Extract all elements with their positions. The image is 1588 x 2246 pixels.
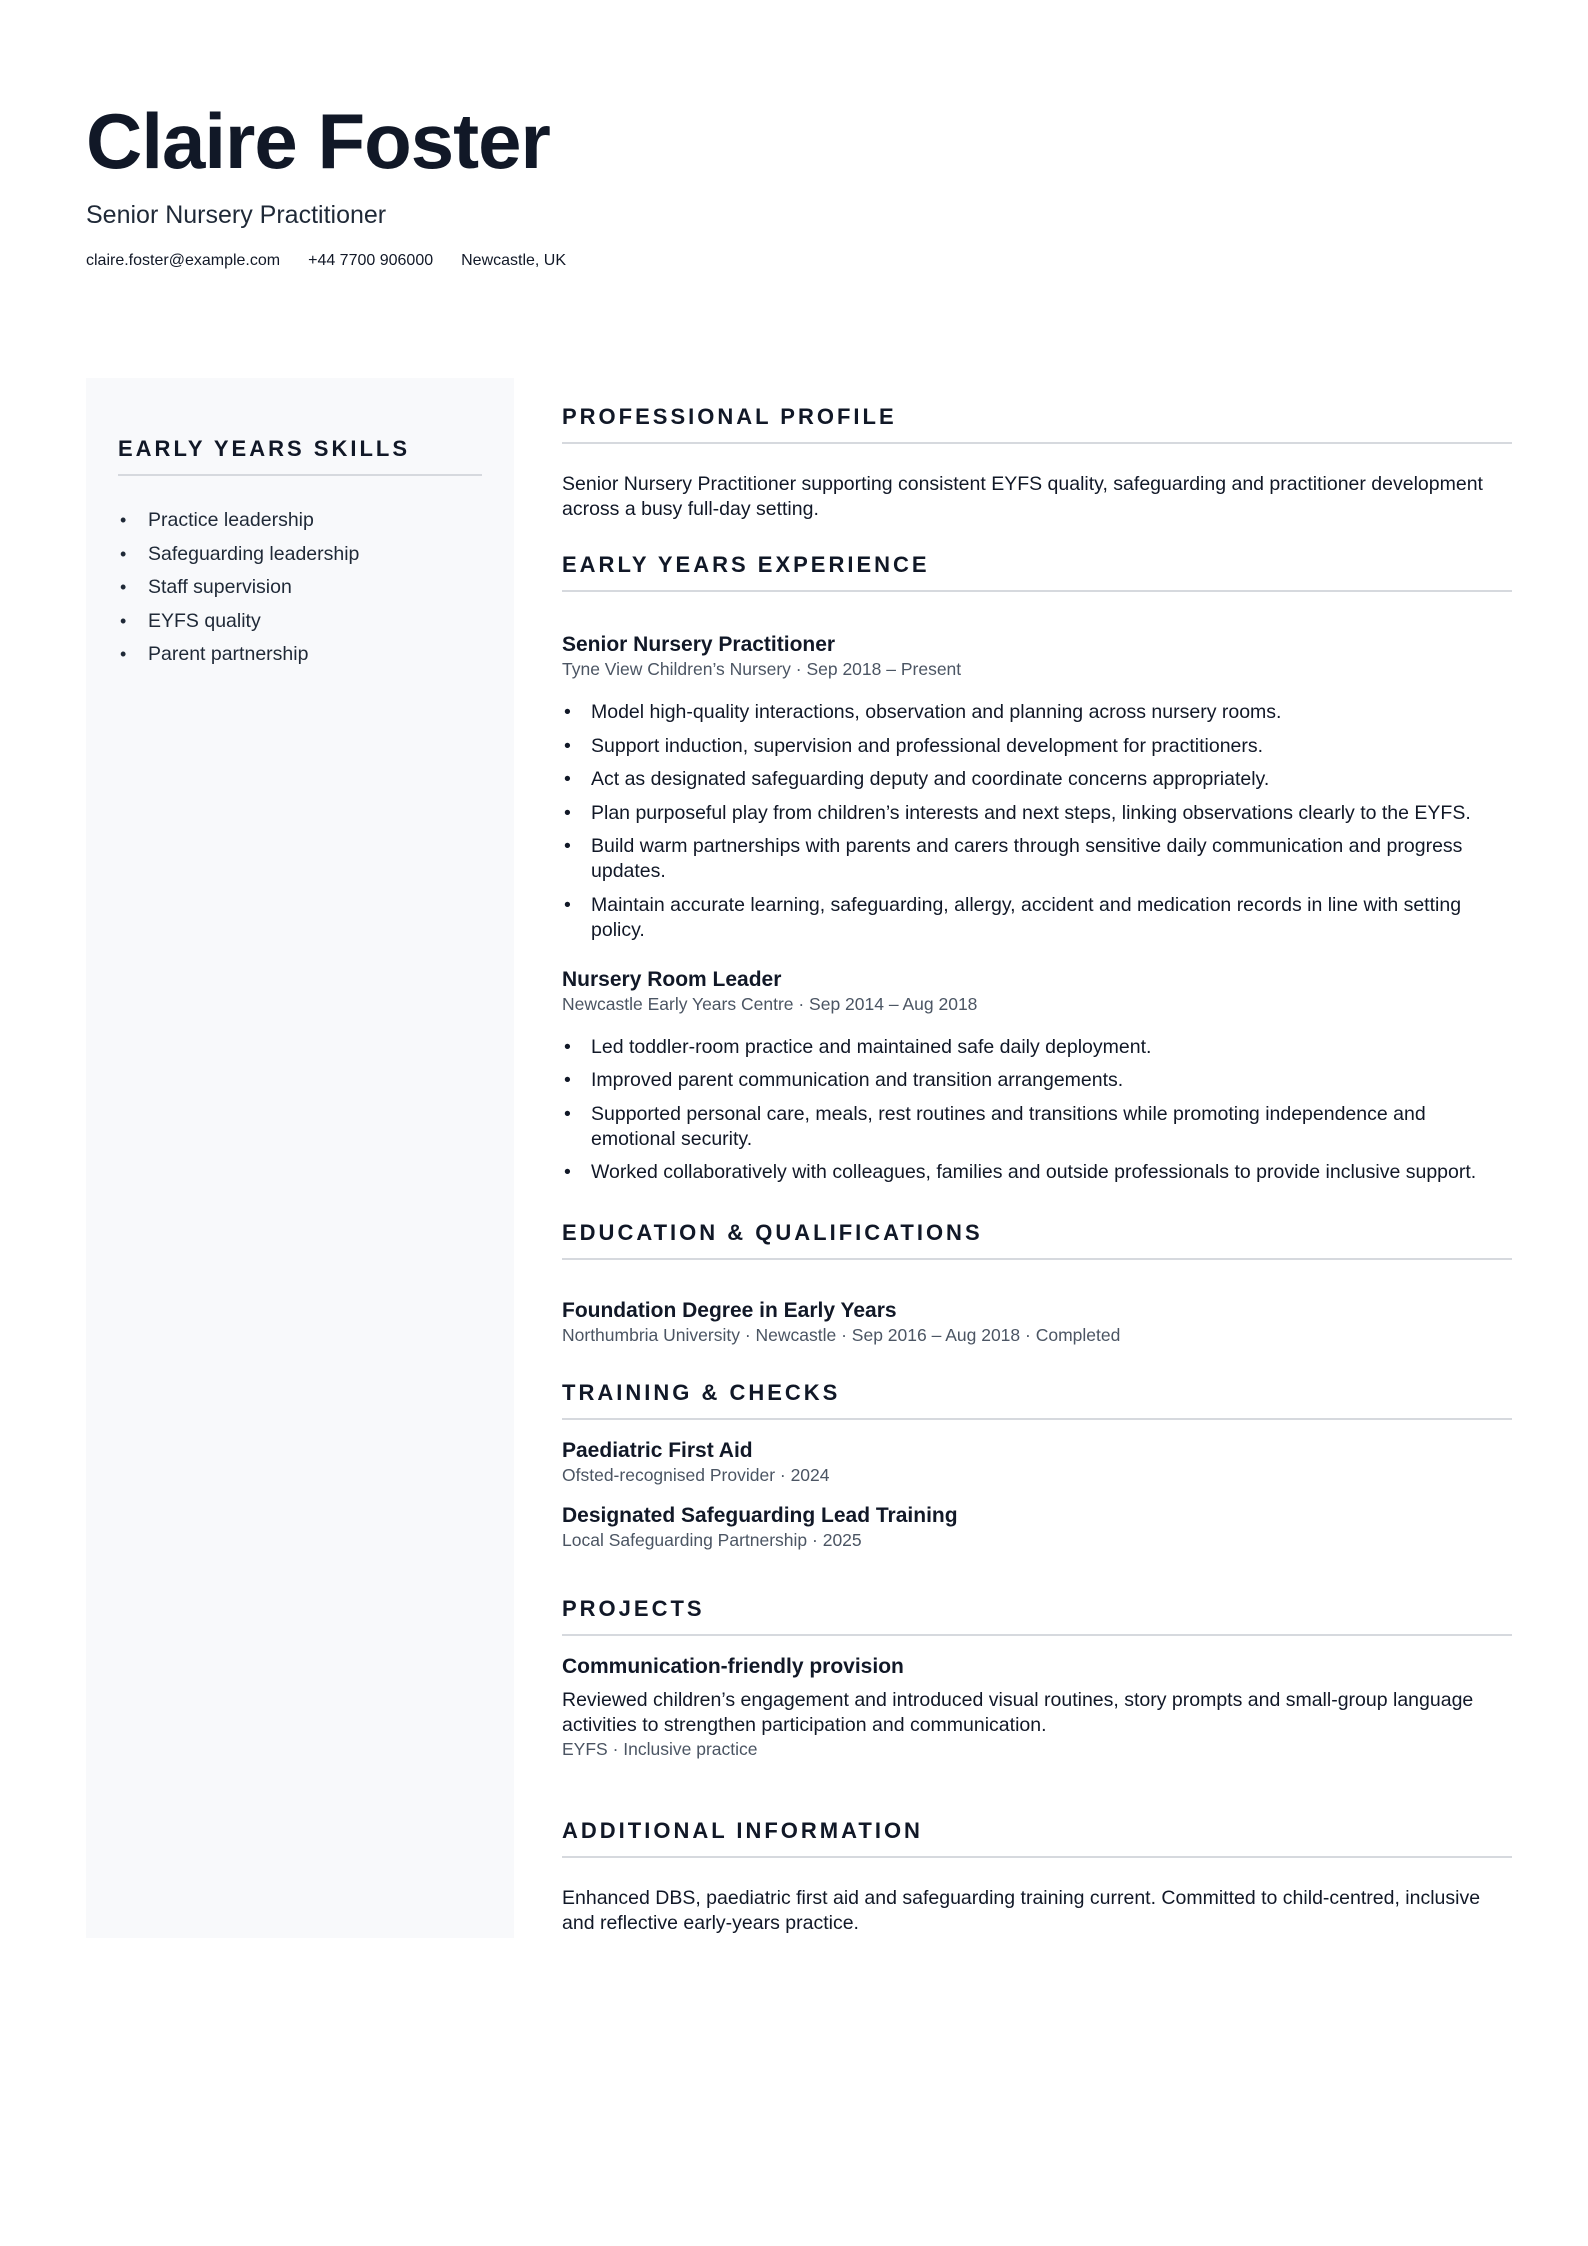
profile-text: Senior Nursery Practitioner supporting consistent EYFS quality, safeguarding and practitioner development across a busy full-day setting. xyxy=(562,473,1483,520)
job-entry xyxy=(562,967,1512,1186)
contact-phone[interactable]: +44 7700 906000 xyxy=(308,252,434,269)
education-entry xyxy=(562,1298,1512,1346)
additional-section xyxy=(562,1818,1512,1936)
education-heading: EDUCATION & QUALIFICATIONS xyxy=(562,1220,1512,1260)
skill-item: • Staff supervision xyxy=(118,571,482,605)
skill-item: • EYFS quality xyxy=(118,605,482,639)
job-bullet: • Model high-quality interactions, observation and planning across nursery rooms. xyxy=(562,700,1512,725)
skill-item: • Parent partnership xyxy=(118,638,482,672)
contact-location: Newcastle, UK xyxy=(461,252,567,269)
training-entry xyxy=(562,1438,1512,1486)
job-bullet: • Maintain accurate learning, safeguarding, allergy, accident and medication records in line with setting policy. xyxy=(562,893,1512,943)
degree-title: Foundation Degree in Early Years xyxy=(562,1299,897,1322)
job-bullet: • Build warm partnerships with parents and carers through sensitive daily communication and progress updates. xyxy=(562,834,1512,884)
job-bullet: • Worked collaboratively with colleagues, families and outside professionals to provide inclusive support. xyxy=(562,1160,1512,1185)
skill-item: • Safeguarding leadership xyxy=(118,538,482,572)
job-bullet: • Supported personal care, meals, rest routines and transitions while promoting independence and emotional security. xyxy=(562,1102,1512,1152)
job-bullet: • Improved parent communication and transition arrangements. xyxy=(562,1068,1512,1093)
job-bullet: • Led toddler-room practice and maintained safe daily deployment. xyxy=(562,1035,1512,1060)
job-entry xyxy=(562,632,1512,943)
training-section xyxy=(562,1380,1512,1551)
training-meta: Local Safeguarding Partnership · 2025 xyxy=(562,1530,862,1550)
job-meta: Tyne View Children’s Nursery · Sep 2018 – Present xyxy=(562,659,962,679)
job-bullets xyxy=(562,1035,1512,1186)
project-tags: EYFS · Inclusive practice xyxy=(562,1739,758,1759)
experience-heading: EARLY YEARS EXPERIENCE xyxy=(562,552,1512,592)
job-bullet: • Plan purposeful play from children’s interests and next steps, linking observations clearly to the EYFS. xyxy=(562,801,1512,826)
training-title: Designated Safeguarding Lead Training xyxy=(562,1504,958,1527)
job-bullets xyxy=(562,700,1512,943)
additional-text: Enhanced DBS, paediatric first aid and safeguarding training current. Committed to child-centred, inclusive and reflective early-years practice. xyxy=(562,1887,1481,1934)
experience-section xyxy=(562,552,1512,1194)
project-title: Communication-friendly provision xyxy=(562,1655,904,1678)
profile-heading: PROFESSIONAL PROFILE xyxy=(562,404,1512,444)
training-entry xyxy=(562,1503,1512,1551)
skills-heading: EARLY YEARS SKILLS xyxy=(118,436,482,476)
degree-meta: Northumbria University · Newcastle · Sep 2016 – Aug 2018 · Completed xyxy=(562,1325,1121,1345)
contact-line xyxy=(86,252,1502,270)
skill-item: • Practice leadership xyxy=(118,504,482,538)
training-title: Paediatric First Aid xyxy=(562,1439,753,1462)
sidebar xyxy=(86,378,514,1938)
job-title: Senior Nursery Practitioner xyxy=(562,633,836,656)
contact-email[interactable]: claire.foster@example.com xyxy=(86,252,281,269)
training-meta: Ofsted-recognised Provider · 2024 xyxy=(562,1465,830,1485)
job-title: Nursery Room Leader xyxy=(562,967,782,991)
additional-heading: ADDITIONAL INFORMATION xyxy=(562,1818,1512,1858)
profile-section xyxy=(562,404,1512,522)
job-meta: Newcastle Early Years Centre · Sep 2014 – Aug 2018 xyxy=(562,993,978,1014)
candidate-name: Claire Foster xyxy=(86,97,550,185)
training-heading: TRAINING & CHECKS xyxy=(562,1380,1512,1420)
job-bullet: • Support induction, supervision and professional development for practitioners. xyxy=(562,734,1512,759)
resume-header xyxy=(86,96,1502,270)
education-section xyxy=(562,1220,1512,1346)
projects-heading: PROJECTS xyxy=(562,1596,1512,1636)
job-bullet: • Act as designated safeguarding deputy and coordinate concerns appropriately. xyxy=(562,767,1512,792)
project-entry xyxy=(562,1654,1512,1760)
project-description: Reviewed children’s engagement and introduced visual routines, story prompts and small-group language activities to strengthen participation and communication. xyxy=(562,1689,1474,1736)
projects-section xyxy=(562,1596,1512,1760)
skills-list xyxy=(118,504,482,672)
candidate-role: Senior Nursery Practitioner xyxy=(86,201,387,229)
